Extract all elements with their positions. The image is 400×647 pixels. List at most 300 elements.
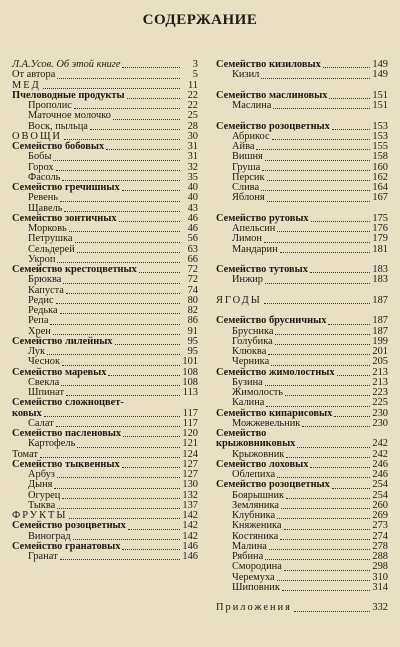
toc-entry-title: Томат (12, 448, 38, 460)
toc-entry-title: Груша (232, 161, 261, 173)
dot-leader (73, 539, 180, 540)
toc-entry-title: Семейство брусничных (216, 315, 327, 327)
toc-entry-title: Пчеловодные продукты (12, 89, 125, 101)
dot-leader (275, 334, 370, 335)
toc-entry-title: Семейство розоцветных (216, 479, 330, 491)
toc-entry-page: 149 (372, 69, 388, 81)
toc-entry-page: 142 (182, 510, 198, 521)
toc-entry-page: 187 (372, 315, 388, 327)
toc-entry-title: Семейство зонтичных (12, 212, 117, 224)
toc-entry-title: Арбуз (28, 469, 55, 480)
dot-leader (60, 559, 180, 560)
toc-entry-page: 11 (187, 79, 198, 91)
toc-entry-page: 175 (372, 212, 388, 224)
toc-entry-title: Земляника (232, 499, 279, 511)
toc-entry-title: Семейство кизиловых (216, 59, 321, 70)
toc-entry-title: Семейство рутовых (216, 212, 309, 224)
dot-leader (122, 467, 180, 468)
dot-leader (57, 78, 180, 79)
dot-leader (66, 395, 180, 396)
dot-leader (266, 406, 370, 407)
toc-entry-page: 158 (372, 151, 388, 163)
toc-entry-title: Семейство лилейных (12, 335, 113, 347)
toc-entry-title: Яблоня (232, 192, 265, 204)
toc-entry (216, 111, 388, 121)
dot-leader (56, 170, 180, 171)
toc-entry-title: Редька (28, 305, 58, 316)
dot-leader (122, 190, 180, 191)
toc-entry-title: крыжовниковых (216, 438, 296, 450)
dot-leader (53, 160, 180, 161)
toc-entry-title: Черника (232, 356, 270, 368)
toc-entry-page: 160 (372, 161, 388, 173)
dot-leader (57, 477, 180, 478)
toc-entry-page: 225 (372, 397, 388, 409)
toc-right-column (216, 60, 388, 614)
toc-entry-page: 151 (372, 100, 388, 111)
dot-leader (54, 488, 180, 489)
toc-entry-title: Семейство крестоцветных (12, 264, 137, 275)
dot-leader (267, 180, 370, 181)
dot-leader (64, 211, 180, 212)
toc-entry-page: 127 (182, 458, 198, 470)
toc-entry-page: 298 (372, 561, 388, 573)
toc-entry-title: Лимон (232, 233, 262, 245)
toc-entry-page: 149 (372, 59, 388, 70)
dot-leader (50, 324, 180, 325)
toc-entry-page: 40 (187, 192, 198, 204)
dot-leader (61, 385, 180, 386)
dot-leader (128, 529, 180, 530)
toc-entry-page: 181 (372, 243, 388, 255)
dot-leader (265, 160, 370, 161)
dot-leader (74, 108, 180, 109)
toc-entry-title: Слива (232, 182, 260, 193)
dot-leader (329, 98, 370, 99)
toc-entry-title: ОВОЩИ (12, 130, 62, 142)
toc-entry-title: Морковь (28, 223, 67, 234)
dot-leader (75, 242, 180, 243)
toc-entry (12, 552, 198, 562)
toc-entry-page: 260 (372, 499, 388, 511)
dot-leader (261, 78, 370, 79)
dot-leader (277, 580, 370, 581)
toc-entry-title: Абрикос (232, 130, 270, 142)
dot-leader (44, 416, 180, 417)
dot-leader (47, 354, 180, 355)
toc-entry-title: Боярышник (232, 489, 285, 501)
toc-entry (216, 70, 388, 80)
toc-entry-page: 74 (187, 284, 198, 296)
toc-entry-title: Кизил (232, 69, 260, 81)
dot-leader (275, 344, 370, 345)
toc-entry-title: Капуста (28, 284, 64, 296)
toc-entry (12, 275, 198, 285)
dot-leader (56, 426, 180, 427)
dot-leader (66, 293, 180, 294)
toc-entry-page: 155 (372, 141, 388, 152)
toc-entry-title: Семейство жимолостных (216, 366, 335, 378)
dot-leader (262, 170, 370, 171)
dot-leader (127, 98, 180, 99)
toc-entry-page: 35 (187, 171, 198, 183)
toc-entry-title: Прополис (28, 100, 72, 111)
toc-entry-page: 142 (182, 530, 198, 542)
toc-entry-title: Укроп (28, 253, 56, 265)
toc-entry-title: Семейство кипарисовых (216, 407, 333, 419)
dot-leader (123, 436, 180, 437)
dot-leader (57, 508, 180, 509)
toc-entry (216, 193, 388, 203)
toc-entry-title: Смородина (232, 561, 282, 573)
toc-entry (12, 521, 198, 531)
dot-leader (115, 344, 180, 345)
toc-entry-title: Семейство лоховых (216, 458, 309, 470)
toc-entry-title: Семейство (216, 428, 267, 439)
dot-leader (285, 395, 370, 396)
dot-leader (56, 303, 180, 304)
toc-entry-page: 86 (187, 315, 198, 327)
toc-entry-title: Голубика (232, 335, 273, 347)
dot-leader (57, 262, 180, 263)
toc-entry (216, 296, 388, 306)
toc-entry-title: Семейство пасленовых (12, 428, 122, 439)
toc-entry-page: 187 (372, 325, 388, 337)
toc-entry-page: 176 (372, 223, 388, 234)
dot-leader (43, 88, 180, 89)
dot-leader (281, 508, 370, 509)
toc-entry-title: Брюква (28, 274, 62, 286)
toc-entry-page: 43 (187, 202, 198, 214)
dot-leader (286, 457, 370, 458)
toc-entry-title: Семейство тутовых (216, 264, 308, 275)
toc-entry-page: 31 (187, 151, 198, 163)
toc-entry-title: Малина (232, 540, 267, 552)
toc-entry-title: Петрушка (28, 233, 73, 245)
toc-entry-title: Можжевельник (232, 417, 301, 429)
toc-entry (12, 234, 198, 244)
toc-entry-page: 31 (187, 141, 198, 152)
dot-leader (267, 201, 370, 202)
toc-entry-title: Клюква (232, 346, 267, 357)
toc-entry-page: 66 (187, 253, 198, 265)
toc-entry-title: Крыжовник (232, 448, 285, 460)
toc-entry-title: Редис (28, 294, 54, 306)
dot-leader (277, 518, 370, 519)
toc-entry (216, 101, 388, 111)
toc-entry-page: 108 (182, 376, 198, 388)
toc-entry-title: Воск, пыльца (28, 120, 88, 132)
toc-entry-page: 167 (372, 192, 388, 204)
toc-entry (216, 357, 388, 367)
toc-entry-page: 246 (372, 458, 388, 470)
toc-entry-title: От автора (12, 69, 56, 81)
dot-leader (62, 180, 180, 181)
toc-entry-page: 213 (372, 366, 388, 378)
toc-entry-page: 164 (372, 182, 388, 193)
toc-entry-page: 40 (187, 182, 198, 193)
toc-entry-page: 91 (187, 325, 198, 337)
toc-entry-title: ковых (12, 407, 42, 419)
toc-entry-title: Фасоль (28, 171, 61, 183)
toc-entry-page: 72 (187, 264, 198, 275)
dot-leader (122, 67, 180, 68)
toc-entry-page: 124 (182, 448, 198, 460)
toc-entry-page: 153 (372, 120, 388, 132)
toc-entry-title: Семейство маревых (12, 366, 107, 378)
toc-entry-page: 230 (372, 407, 388, 419)
toc-entry-page: 332 (372, 602, 388, 614)
toc-entry-title: Черемуха (232, 571, 275, 583)
toc-entry-page: 314 (372, 581, 388, 593)
toc-entry-page: 162 (372, 171, 388, 183)
toc-entry-page: 205 (372, 356, 388, 368)
dot-leader (90, 129, 180, 130)
dot-leader (294, 611, 370, 612)
dot-leader (139, 272, 180, 273)
toc-entry-page: 120 (182, 428, 198, 439)
toc-entry-page: 46 (187, 212, 198, 224)
toc-entry-page: 95 (187, 346, 198, 357)
toc-entry-page: 151 (372, 89, 388, 101)
toc-entry-title: Огурец (28, 489, 61, 501)
toc-entry (12, 480, 198, 490)
toc-entry (216, 583, 388, 593)
toc-entry-title: Чеснок (28, 356, 61, 368)
toc-entry-page: 25 (187, 110, 198, 122)
toc-left-column (12, 60, 198, 562)
toc-entry-page: 310 (372, 571, 388, 583)
dot-leader (62, 365, 180, 366)
toc-entry (216, 480, 388, 490)
toc-entry-page: 153 (372, 130, 388, 142)
dot-leader (323, 67, 370, 68)
dot-leader (265, 559, 370, 560)
toc-entry-page: 117 (182, 407, 198, 419)
dot-leader (280, 539, 370, 540)
toc-entry-page: 63 (187, 243, 198, 255)
toc-entry-title: Брусника (232, 325, 274, 337)
dot-leader (328, 324, 370, 325)
toc-entry-page: 230 (372, 417, 388, 429)
toc-entry-title: Тыква (28, 499, 56, 511)
dot-leader (273, 108, 370, 109)
toc-entry-page: 46 (187, 223, 198, 234)
dot-leader (60, 201, 180, 202)
toc-entry-page: 137 (182, 499, 198, 511)
toc-entry-title: Маслина (232, 100, 272, 111)
toc-entry-title: ЯГОДЫ (216, 294, 262, 306)
dot-leader (53, 334, 180, 335)
toc-entry-page: 132 (182, 489, 198, 501)
dot-leader (261, 190, 370, 191)
toc-entry-title: Княженика (232, 520, 282, 532)
dot-leader (277, 231, 370, 232)
toc-entry-page: 113 (182, 387, 198, 398)
toc-entry-title: Шпинат (28, 387, 65, 398)
toc-entry-page: 187 (372, 294, 388, 306)
dot-leader (256, 149, 370, 150)
toc-entry (12, 439, 198, 449)
toc-entry-title: Шиповник (232, 581, 280, 593)
toc-entry (12, 316, 198, 326)
dot-leader (286, 498, 370, 499)
dot-leader (269, 549, 370, 550)
dot-leader (280, 252, 370, 253)
toc-entry-page: 142 (182, 520, 198, 532)
toc-entry-title: МЕД (12, 79, 41, 91)
dot-leader (77, 252, 180, 253)
toc-entry-page: 223 (372, 387, 388, 398)
toc-entry (12, 193, 198, 203)
toc-entry-page: 183 (372, 264, 388, 275)
toc-entry (216, 316, 388, 326)
toc-entry-page: 254 (372, 479, 388, 491)
dot-leader (63, 283, 180, 284)
dot-leader (284, 570, 370, 571)
dot-leader (334, 416, 370, 417)
toc-entry (12, 398, 198, 408)
toc-entry-page: 278 (372, 540, 388, 552)
dot-leader (122, 549, 180, 550)
dot-leader (297, 447, 370, 448)
toc-entry-title: Салат (28, 417, 54, 429)
toc-entry-page: 5 (192, 69, 198, 81)
dot-leader (64, 139, 180, 140)
page-title: СОДЕРЖАНИЕ (142, 12, 258, 28)
toc-entry (216, 234, 388, 244)
toc-entry-title: Свекла (28, 376, 60, 388)
toc-entry-page: 273 (372, 520, 388, 532)
dot-leader (264, 242, 370, 243)
toc-entry-page: 242 (372, 448, 388, 460)
toc-entry-title: Горох (28, 161, 54, 173)
toc-entry-page: 95 (187, 335, 198, 347)
toc-entry-page: 30 (187, 130, 198, 142)
dot-leader (265, 283, 370, 284)
toc-entry-page: 246 (372, 469, 388, 480)
toc-entry-page: 82 (187, 305, 198, 316)
toc-entry-title: Маточное молочко (28, 110, 111, 122)
toc-entry-title: Семейство бобовых (12, 141, 105, 152)
dot-leader (310, 272, 370, 273)
toc-entry-title: Жимолость (232, 387, 284, 398)
dot-leader (337, 375, 370, 376)
dot-leader (69, 518, 180, 519)
toc-entry-title: Облепиха (232, 469, 276, 480)
toc-entry-page: 3 (192, 59, 198, 70)
toc-entry (216, 603, 388, 613)
dot-leader (284, 529, 370, 530)
dot-leader (268, 354, 370, 355)
toc-entry-title: Гранат (28, 551, 58, 562)
toc-entry (216, 275, 388, 285)
toc-entry-title: Дыня (28, 479, 53, 491)
toc-entry (216, 152, 388, 162)
toc-entry-page: 199 (372, 335, 388, 347)
toc-entry (216, 245, 388, 255)
toc-entry (12, 111, 198, 121)
toc-entry-page: 254 (372, 489, 388, 501)
toc-entry-page: 22 (187, 89, 198, 101)
toc-entry-page: 32 (187, 161, 198, 173)
toc-entry (216, 439, 388, 449)
toc-entry-page: 183 (372, 274, 388, 286)
toc-entry (216, 398, 388, 408)
dot-leader (332, 129, 370, 130)
toc-entry-title: Инжир (232, 274, 263, 286)
dot-leader (106, 149, 180, 150)
dot-leader (310, 467, 370, 468)
dot-leader (60, 313, 180, 314)
toc-entry-title: Виноград (28, 530, 71, 542)
dot-leader (108, 375, 180, 376)
toc-entry-title: Семейство маслиновых (216, 89, 328, 101)
toc-entry-title: ФРУКТЫ (12, 510, 68, 521)
dot-leader (332, 488, 370, 489)
toc-entry-page: 269 (372, 510, 388, 521)
toc-entry (12, 70, 198, 80)
toc-entry-page: 56 (187, 233, 198, 245)
toc-entry-page: 179 (372, 233, 388, 245)
toc-entry-page: 121 (182, 438, 198, 450)
dot-leader (264, 303, 370, 304)
toc-entry-page: 108 (182, 366, 198, 378)
toc-entry-page: 130 (182, 479, 198, 491)
toc-entry-title: Семейство розоцветных (12, 520, 126, 532)
toc-entry-title: Хрен (28, 325, 51, 337)
toc-entry-title: Семейство гранатовых (12, 540, 121, 552)
toc-entry (12, 357, 198, 367)
dot-leader (69, 231, 180, 232)
toc-entry-title: Персик (232, 171, 265, 183)
toc-entry-title: Бузина (232, 376, 263, 388)
toc-entry-title: Л.А.Усов. Об этой книге (12, 59, 121, 70)
toc-entry-title: Семейство тыквенных (12, 458, 120, 470)
dot-leader (302, 426, 370, 427)
toc-entry-page: 28 (187, 120, 198, 132)
toc-entry-page: 274 (372, 530, 388, 542)
dot-leader (311, 221, 370, 222)
toc-entry-title: Мандарин (232, 243, 278, 255)
toc-entry-title: Айва (232, 141, 255, 152)
dot-leader (282, 590, 370, 591)
toc-entry-page: 117 (182, 417, 198, 429)
toc-entry-page: 72 (187, 274, 198, 286)
toc-entry-title: Репа (28, 315, 49, 327)
dot-leader (62, 498, 180, 499)
toc-entry-title: Вишня (232, 151, 263, 163)
dot-leader (119, 221, 180, 222)
toc-entry (216, 562, 388, 572)
dot-leader (277, 477, 370, 478)
dot-leader (40, 457, 180, 458)
toc-entry-page: 213 (372, 376, 388, 388)
toc-entry-title: Лук (28, 346, 46, 357)
toc-entry-title: Семейство розоцветных (216, 120, 330, 132)
toc-entry (216, 521, 388, 531)
toc-entry-page: 146 (182, 540, 198, 552)
toc-entry-title: Приложения (216, 602, 292, 614)
toc-entry-title: Бобы (28, 151, 52, 163)
dot-leader (113, 119, 180, 120)
toc-entry-title: Семейство гречишных (12, 182, 120, 193)
toc-entry (12, 152, 198, 162)
toc-entry-title: Ревень (28, 192, 59, 204)
dot-leader (77, 447, 180, 448)
toc-entry-page: 201 (372, 346, 388, 357)
toc-entry-title: Рябина (232, 551, 264, 562)
